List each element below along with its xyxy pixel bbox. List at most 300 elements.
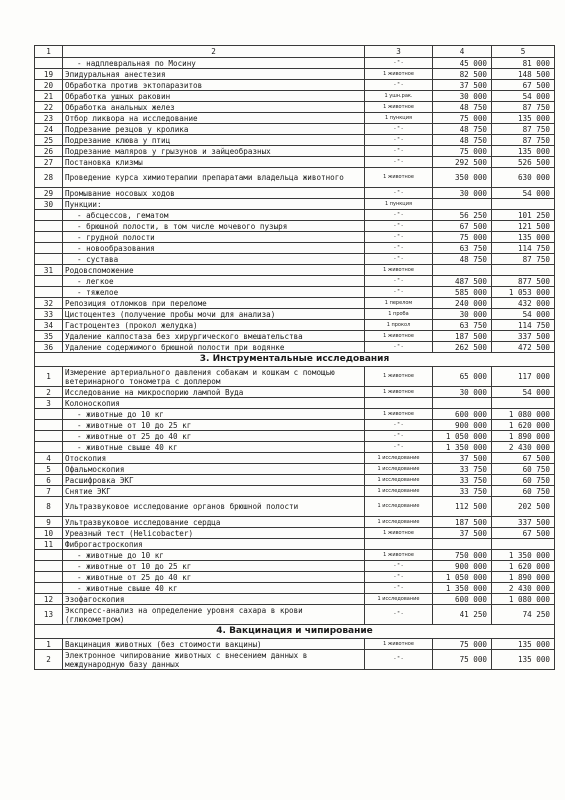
price-col-5: 526 500 bbox=[492, 157, 555, 168]
service-name: - брюшной полости, в том числе мочевого пузыря bbox=[63, 221, 365, 232]
table-row bbox=[35, 199, 555, 210]
price-col-4: 262 500 bbox=[433, 342, 492, 353]
header-row bbox=[35, 46, 555, 58]
row-number: 2 bbox=[35, 387, 63, 398]
table-row bbox=[35, 124, 555, 135]
service-name: Обработка анальных желез bbox=[63, 102, 365, 113]
price-col-5: 114 750 bbox=[492, 320, 555, 331]
row-number: 21 bbox=[35, 91, 63, 102]
row-number: 29 bbox=[35, 188, 63, 199]
table-row bbox=[35, 188, 555, 199]
table-row bbox=[35, 409, 555, 420]
row-number bbox=[35, 210, 63, 221]
service-name: Обработка против эктопаразитов bbox=[63, 80, 365, 91]
service-name: Обработка ушных раковин bbox=[63, 91, 365, 102]
price-col-4 bbox=[433, 265, 492, 276]
row-number bbox=[35, 221, 63, 232]
row-number bbox=[35, 431, 63, 442]
service-name: - новообразования bbox=[63, 243, 365, 254]
service-name: Эзофагоскопия bbox=[63, 594, 365, 605]
price-col-4: 63 750 bbox=[433, 243, 492, 254]
service-name: Исследование на микроспорию лампой Вуда bbox=[63, 387, 365, 398]
table-row bbox=[35, 639, 555, 650]
header-col-1: 1 bbox=[35, 46, 63, 58]
service-name: Удаление калпостаза без хирургического вмешательства bbox=[63, 331, 365, 342]
price-col-4: 33 750 bbox=[433, 464, 492, 475]
price-col-5: 117 000 bbox=[492, 367, 555, 387]
row-number: 35 bbox=[35, 331, 63, 342]
price-col-5: 74 250 bbox=[492, 605, 555, 625]
price-col-5: 2 430 000 bbox=[492, 442, 555, 453]
unit-of-measure: - " - bbox=[365, 210, 433, 221]
unit-of-measure: - " - bbox=[365, 146, 433, 157]
row-number: 5 bbox=[35, 464, 63, 475]
row-number bbox=[35, 572, 63, 583]
table-row bbox=[35, 398, 555, 409]
row-number bbox=[35, 254, 63, 265]
table-row bbox=[35, 420, 555, 431]
price-col-4: 48 750 bbox=[433, 124, 492, 135]
unit-of-measure: 1 исследование bbox=[365, 475, 433, 486]
price-col-5: 54 000 bbox=[492, 387, 555, 398]
price-col-4 bbox=[433, 539, 492, 550]
table-row bbox=[35, 58, 555, 69]
service-name: Промывание носовых ходов bbox=[63, 188, 365, 199]
service-name: - грудной полости bbox=[63, 232, 365, 243]
service-name: - животные от 25 до 40 кг bbox=[63, 572, 365, 583]
unit-of-measure: 1 животное bbox=[365, 550, 433, 561]
price-col-5 bbox=[492, 265, 555, 276]
table-row bbox=[35, 550, 555, 561]
price-col-4: 292 500 bbox=[433, 157, 492, 168]
header-col-4: 4 bbox=[433, 46, 492, 58]
table-row bbox=[35, 254, 555, 265]
service-name: - животные до 10 кг bbox=[63, 550, 365, 561]
unit-of-measure: 1 животное bbox=[365, 528, 433, 539]
section-title: 3. Инструментальные исследования bbox=[35, 353, 555, 367]
unit-of-measure: - " - bbox=[365, 442, 433, 453]
service-name: - животные от 25 до 40 кг bbox=[63, 431, 365, 442]
row-number: 27 bbox=[35, 157, 63, 168]
service-name: Колоноскопия bbox=[63, 398, 365, 409]
unit-of-measure: - " - bbox=[365, 80, 433, 91]
price-list-sheet bbox=[34, 45, 554, 670]
table-row bbox=[35, 135, 555, 146]
price-col-5: 121 500 bbox=[492, 221, 555, 232]
row-number: 34 bbox=[35, 320, 63, 331]
table-row bbox=[35, 113, 555, 124]
table-row bbox=[35, 528, 555, 539]
row-number: 13 bbox=[35, 605, 63, 625]
table-row bbox=[35, 583, 555, 594]
service-name: Родовспоможение bbox=[63, 265, 365, 276]
price-col-4 bbox=[433, 199, 492, 210]
table-row bbox=[35, 572, 555, 583]
table-row bbox=[35, 605, 555, 625]
service-name: Постановка клизмы bbox=[63, 157, 365, 168]
service-name: Экспресс-анализ на определение уровня сахара в крови (глюкометром) bbox=[63, 605, 365, 625]
table-row bbox=[35, 168, 555, 188]
service-name: Измерение артериального давления собакам и кошкам с помощью ветеринарного тонометра с доплером bbox=[63, 367, 365, 387]
price-col-5: 60 750 bbox=[492, 475, 555, 486]
unit-of-measure: 1 исследование bbox=[365, 497, 433, 517]
price-col-4: 900 000 bbox=[433, 561, 492, 572]
row-number: 23 bbox=[35, 113, 63, 124]
row-number: 24 bbox=[35, 124, 63, 135]
row-number: 22 bbox=[35, 102, 63, 113]
unit-of-measure: - " - bbox=[365, 254, 433, 265]
table-row bbox=[35, 287, 555, 298]
price-col-5: 2 430 000 bbox=[492, 583, 555, 594]
row-number: 25 bbox=[35, 135, 63, 146]
unit-of-measure: 1 исследование bbox=[365, 486, 433, 497]
table-row bbox=[35, 320, 555, 331]
service-name: Уреазный тест (Helicobacter) bbox=[63, 528, 365, 539]
price-col-5: 337 500 bbox=[492, 331, 555, 342]
unit-of-measure: - " - bbox=[365, 342, 433, 353]
section-header-row bbox=[35, 353, 555, 367]
table-row bbox=[35, 331, 555, 342]
price-col-4: 487 500 bbox=[433, 276, 492, 287]
row-number bbox=[35, 243, 63, 254]
row-number bbox=[35, 232, 63, 243]
service-name: - животные свыше 40 кг bbox=[63, 442, 365, 453]
price-col-5: 1 350 000 bbox=[492, 550, 555, 561]
row-number bbox=[35, 287, 63, 298]
service-name: Расшифровка ЭКГ bbox=[63, 475, 365, 486]
service-name: Снятие ЭКГ bbox=[63, 486, 365, 497]
unit-of-measure: 1 животное bbox=[365, 265, 433, 276]
price-col-4: 48 750 bbox=[433, 254, 492, 265]
price-col-4: 187 500 bbox=[433, 331, 492, 342]
price-col-4: 240 000 bbox=[433, 298, 492, 309]
service-name: Фиброгастроскопия bbox=[63, 539, 365, 550]
unit-of-measure: - " - bbox=[365, 243, 433, 254]
price-col-4: 33 750 bbox=[433, 475, 492, 486]
header-col-3: 3 bbox=[365, 46, 433, 58]
row-number: 11 bbox=[35, 539, 63, 550]
price-col-5 bbox=[492, 398, 555, 409]
price-col-4: 30 000 bbox=[433, 188, 492, 199]
table-row bbox=[35, 265, 555, 276]
unit-of-measure: - " - bbox=[365, 157, 433, 168]
unit-of-measure: - " - bbox=[365, 431, 433, 442]
unit-of-measure: 1 животное bbox=[365, 409, 433, 420]
price-col-5: 67 500 bbox=[492, 453, 555, 464]
table-row bbox=[35, 91, 555, 102]
table-row bbox=[35, 342, 555, 353]
price-col-5: 202 500 bbox=[492, 497, 555, 517]
price-col-4: 1 050 000 bbox=[433, 431, 492, 442]
table-row bbox=[35, 539, 555, 550]
unit-of-measure: 1 исследование bbox=[365, 453, 433, 464]
row-number: 12 bbox=[35, 594, 63, 605]
table-row bbox=[35, 453, 555, 464]
row-number: 30 bbox=[35, 199, 63, 210]
price-col-5: 135 000 bbox=[492, 650, 555, 670]
row-number: 4 bbox=[35, 453, 63, 464]
table-row bbox=[35, 442, 555, 453]
row-number: 1 bbox=[35, 367, 63, 387]
unit-of-measure: - " - bbox=[365, 188, 433, 199]
table-row bbox=[35, 146, 555, 157]
row-number: 7 bbox=[35, 486, 63, 497]
service-name: - животные от 10 до 25 кг bbox=[63, 561, 365, 572]
table-row bbox=[35, 387, 555, 398]
price-col-4: 75 000 bbox=[433, 650, 492, 670]
price-col-4: 45 000 bbox=[433, 58, 492, 69]
unit-of-measure bbox=[365, 539, 433, 550]
service-name: Вакцинация животных (без стоимости вакцины) bbox=[63, 639, 365, 650]
row-number: 9 bbox=[35, 517, 63, 528]
row-number: 20 bbox=[35, 80, 63, 91]
row-number bbox=[35, 583, 63, 594]
price-col-5: 81 000 bbox=[492, 58, 555, 69]
price-col-4: 37 500 bbox=[433, 80, 492, 91]
price-col-4: 82 500 bbox=[433, 69, 492, 80]
price-col-4: 112 500 bbox=[433, 497, 492, 517]
unit-of-measure: 1 прокол bbox=[365, 320, 433, 331]
unit-of-measure: - " - bbox=[365, 58, 433, 69]
table-row bbox=[35, 69, 555, 80]
unit-of-measure: 1 животное bbox=[365, 69, 433, 80]
unit-of-measure: 1 проба bbox=[365, 309, 433, 320]
unit-of-measure: 1 пункция bbox=[365, 199, 433, 210]
price-col-4: 41 250 bbox=[433, 605, 492, 625]
price-col-4: 63 750 bbox=[433, 320, 492, 331]
unit-of-measure: 1 животное bbox=[365, 102, 433, 113]
price-col-4: 30 000 bbox=[433, 91, 492, 102]
price-col-4: 900 000 bbox=[433, 420, 492, 431]
price-col-4: 600 000 bbox=[433, 594, 492, 605]
price-col-5: 432 000 bbox=[492, 298, 555, 309]
price-col-5: 1 080 000 bbox=[492, 594, 555, 605]
price-col-5: 135 000 bbox=[492, 639, 555, 650]
table-row bbox=[35, 497, 555, 517]
unit-of-measure: - " - bbox=[365, 572, 433, 583]
row-number bbox=[35, 420, 63, 431]
price-col-5: 54 000 bbox=[492, 309, 555, 320]
header-col-5: 5 bbox=[492, 46, 555, 58]
service-name: - легкое bbox=[63, 276, 365, 287]
row-number bbox=[35, 409, 63, 420]
service-name: - животные от 10 до 25 кг bbox=[63, 420, 365, 431]
unit-of-measure: 1 животное bbox=[365, 168, 433, 188]
service-name: - животные до 10 кг bbox=[63, 409, 365, 420]
price-col-4: 48 750 bbox=[433, 135, 492, 146]
section-title: 4. Вакцинация и чипирование bbox=[35, 625, 555, 639]
price-col-5: 1 890 000 bbox=[492, 431, 555, 442]
row-number: 19 bbox=[35, 69, 63, 80]
table-row bbox=[35, 464, 555, 475]
row-number: 32 bbox=[35, 298, 63, 309]
price-col-5 bbox=[492, 539, 555, 550]
price-col-5: 630 000 bbox=[492, 168, 555, 188]
unit-of-measure: - " - bbox=[365, 650, 433, 670]
price-col-4: 37 500 bbox=[433, 528, 492, 539]
service-name: Цистоцентез (получение пробы мочи для анализа) bbox=[63, 309, 365, 320]
service-name: Ультразвуковое исследование сердца bbox=[63, 517, 365, 528]
table-row bbox=[35, 650, 555, 670]
table-row bbox=[35, 431, 555, 442]
unit-of-measure: 1 животное bbox=[365, 331, 433, 342]
price-col-4: 187 500 bbox=[433, 517, 492, 528]
price-col-4: 1 350 000 bbox=[433, 442, 492, 453]
row-number bbox=[35, 58, 63, 69]
unit-of-measure: 1 пункция bbox=[365, 113, 433, 124]
price-col-5: 60 750 bbox=[492, 486, 555, 497]
unit-of-measure: - " - bbox=[365, 276, 433, 287]
service-name: Подрезание резцов у кролика bbox=[63, 124, 365, 135]
price-col-5: 87 750 bbox=[492, 124, 555, 135]
price-table-body bbox=[35, 46, 555, 670]
price-col-4: 30 000 bbox=[433, 309, 492, 320]
service-name: - надплевральная по Мосину bbox=[63, 58, 365, 69]
unit-of-measure: - " - bbox=[365, 583, 433, 594]
row-number: 33 bbox=[35, 309, 63, 320]
unit-of-measure: 1 животное bbox=[365, 387, 433, 398]
price-col-4: 48 750 bbox=[433, 102, 492, 113]
service-name: - сустава bbox=[63, 254, 365, 265]
service-name: Подрезание клюва у птиц bbox=[63, 135, 365, 146]
price-col-5: 1 890 000 bbox=[492, 572, 555, 583]
unit-of-measure: 1 животное bbox=[365, 639, 433, 650]
price-col-5: 135 000 bbox=[492, 232, 555, 243]
table-row bbox=[35, 157, 555, 168]
price-col-4: 56 250 bbox=[433, 210, 492, 221]
service-name: Электронное чипирование животных с внесением данных в международную базу данных bbox=[63, 650, 365, 670]
price-col-5: 148 500 bbox=[492, 69, 555, 80]
service-name: Отоскопия bbox=[63, 453, 365, 464]
price-col-5: 1 080 000 bbox=[492, 409, 555, 420]
row-number bbox=[35, 276, 63, 287]
service-name: Ультразвуковое исследование органов брюшной полости bbox=[63, 497, 365, 517]
price-col-5: 101 250 bbox=[492, 210, 555, 221]
table-row bbox=[35, 561, 555, 572]
price-col-4: 65 000 bbox=[433, 367, 492, 387]
price-col-5: 877 500 bbox=[492, 276, 555, 287]
price-table bbox=[34, 45, 555, 670]
unit-of-measure: 1 исследование bbox=[365, 464, 433, 475]
row-number: 36 bbox=[35, 342, 63, 353]
table-row bbox=[35, 80, 555, 91]
unit-of-measure: 1 перелом bbox=[365, 298, 433, 309]
price-col-5: 135 000 bbox=[492, 113, 555, 124]
service-name: Гастроцентез (прокол желудка) bbox=[63, 320, 365, 331]
price-col-4: 67 500 bbox=[433, 221, 492, 232]
price-col-5: 135 000 bbox=[492, 146, 555, 157]
row-number: 28 bbox=[35, 168, 63, 188]
price-col-4: 1 050 000 bbox=[433, 572, 492, 583]
unit-of-measure bbox=[365, 398, 433, 409]
price-col-4: 37 500 bbox=[433, 453, 492, 464]
price-col-4: 75 000 bbox=[433, 639, 492, 650]
price-col-4: 75 000 bbox=[433, 232, 492, 243]
table-row bbox=[35, 517, 555, 528]
price-col-5: 1 053 000 bbox=[492, 287, 555, 298]
service-name: Удаление содержимого брюшной полости при водянке bbox=[63, 342, 365, 353]
service-name: - абсцессов, гематом bbox=[63, 210, 365, 221]
price-col-5: 87 750 bbox=[492, 254, 555, 265]
price-col-5: 54 000 bbox=[492, 188, 555, 199]
price-col-4: 30 000 bbox=[433, 387, 492, 398]
price-col-5: 67 500 bbox=[492, 528, 555, 539]
unit-of-measure: - " - bbox=[365, 605, 433, 625]
price-col-5: 87 750 bbox=[492, 135, 555, 146]
service-name: Эпидуральная анестезия bbox=[63, 69, 365, 80]
price-col-4: 750 000 bbox=[433, 550, 492, 561]
table-row bbox=[35, 309, 555, 320]
price-col-4: 33 750 bbox=[433, 486, 492, 497]
row-number: 26 bbox=[35, 146, 63, 157]
price-col-4: 585 000 bbox=[433, 287, 492, 298]
unit-of-measure: - " - bbox=[365, 232, 433, 243]
price-col-5 bbox=[492, 199, 555, 210]
row-number: 31 bbox=[35, 265, 63, 276]
price-col-5: 1 620 000 bbox=[492, 420, 555, 431]
service-name: Подрезание маляров у грызунов и зайцеобразных bbox=[63, 146, 365, 157]
price-col-5: 114 750 bbox=[492, 243, 555, 254]
row-number: 2 bbox=[35, 650, 63, 670]
service-name: Проведение курса химиотерапии препаратами владельца животного bbox=[63, 168, 365, 188]
unit-of-measure: - " - bbox=[365, 420, 433, 431]
section-header-row bbox=[35, 625, 555, 639]
unit-of-measure: - " - bbox=[365, 287, 433, 298]
unit-of-measure: 1 ушн.рак. bbox=[365, 91, 433, 102]
price-col-4: 350 000 bbox=[433, 168, 492, 188]
unit-of-measure: - " - bbox=[365, 124, 433, 135]
price-col-4: 75 000 bbox=[433, 146, 492, 157]
price-col-4: 600 000 bbox=[433, 409, 492, 420]
table-row bbox=[35, 243, 555, 254]
price-col-5: 472 500 bbox=[492, 342, 555, 353]
unit-of-measure: - " - bbox=[365, 221, 433, 232]
row-number bbox=[35, 561, 63, 572]
service-name: Отбор ликвора на исследование bbox=[63, 113, 365, 124]
row-number bbox=[35, 550, 63, 561]
header-col-2: 2 bbox=[63, 46, 365, 58]
row-number bbox=[35, 442, 63, 453]
row-number: 3 bbox=[35, 398, 63, 409]
table-row bbox=[35, 367, 555, 387]
unit-of-measure: 1 исследование bbox=[365, 594, 433, 605]
row-number: 6 bbox=[35, 475, 63, 486]
row-number: 1 bbox=[35, 639, 63, 650]
price-col-4: 75 000 bbox=[433, 113, 492, 124]
table-row bbox=[35, 232, 555, 243]
service-name: Пункции: bbox=[63, 199, 365, 210]
service-name: - тяжелое bbox=[63, 287, 365, 298]
table-row bbox=[35, 475, 555, 486]
service-name: Офальмоскопия bbox=[63, 464, 365, 475]
price-col-5: 67 500 bbox=[492, 80, 555, 91]
price-col-5: 54 000 bbox=[492, 91, 555, 102]
price-col-5: 60 750 bbox=[492, 464, 555, 475]
price-col-4: 1 350 000 bbox=[433, 583, 492, 594]
unit-of-measure: 1 животное bbox=[365, 367, 433, 387]
price-col-5: 87 750 bbox=[492, 102, 555, 113]
table-row bbox=[35, 102, 555, 113]
price-col-5: 1 620 000 bbox=[492, 561, 555, 572]
unit-of-measure: - " - bbox=[365, 135, 433, 146]
table-row bbox=[35, 486, 555, 497]
service-name: Репозиция отломков при переломе bbox=[63, 298, 365, 309]
price-col-5: 337 500 bbox=[492, 517, 555, 528]
table-row bbox=[35, 210, 555, 221]
row-number: 8 bbox=[35, 497, 63, 517]
unit-of-measure: 1 исследование bbox=[365, 517, 433, 528]
table-row bbox=[35, 276, 555, 287]
